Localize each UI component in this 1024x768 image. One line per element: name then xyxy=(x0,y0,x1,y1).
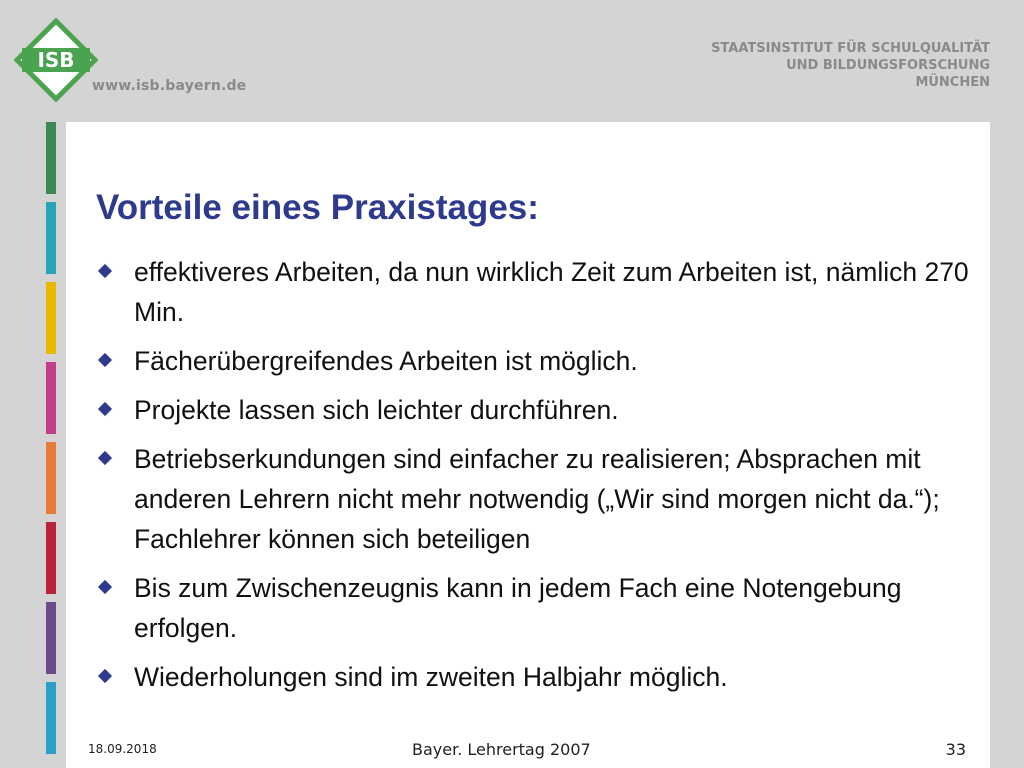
color-stripe xyxy=(46,442,56,514)
bullet-text: Wiederholungen sind im zweiten Halbjahr möglich. xyxy=(134,662,728,692)
color-stripe xyxy=(46,122,56,194)
institute-line-1: STAATSINSTITUT FÜR SCHULQUALITÄT xyxy=(711,41,990,56)
color-stripe xyxy=(46,282,56,354)
color-stripe xyxy=(46,362,56,434)
bullet-item xyxy=(98,252,978,332)
bullet-diamond-icon xyxy=(98,264,112,278)
bullet-list xyxy=(98,252,978,706)
website-url: www.isb.bayern.de xyxy=(92,78,247,94)
bullet-text: Betriebserkundungen sind einfacher zu realisieren; Absprachen mit anderen Lehrern nicht mehr notwendig („Wir sind morgen nicht da.“); Fachlehrer können sich beteiligen xyxy=(134,444,940,554)
color-stripe xyxy=(46,602,56,674)
logo-text: ISB xyxy=(37,48,75,72)
institute-name xyxy=(711,40,990,91)
slide-title: Vorteile eines Praxistages: xyxy=(96,188,539,227)
bullet-text: Bis zum Zwischenzeugnis kann in jedem Fach eine Notengebung erfolgen. xyxy=(134,573,902,643)
institute-line-2: UND BILDUNGSFORSCHUNG xyxy=(786,58,990,73)
bullet-diamond-icon xyxy=(98,353,112,367)
color-stripe xyxy=(46,522,56,594)
bullet-diamond-icon xyxy=(98,451,112,465)
bullet-diamond-icon xyxy=(98,669,112,683)
color-stripes xyxy=(46,122,56,762)
footer-date: 18.09.2018 xyxy=(88,742,157,756)
bullet-text: Fächerübergreifendes Arbeiten ist möglich. xyxy=(134,346,638,376)
bullet-item xyxy=(98,568,978,648)
color-stripe xyxy=(46,682,56,754)
color-stripe xyxy=(46,202,56,274)
bullet-item xyxy=(98,341,978,381)
institute-line-3: MÜNCHEN xyxy=(915,75,990,90)
bullet-text: effektiveres Arbeiten, da nun wirklich Zeit zum Arbeiten ist, nämlich 270 Min. xyxy=(134,257,969,327)
slide-number: 33 xyxy=(945,740,966,759)
bullet-item xyxy=(98,390,978,430)
footer-event: Bayer. Lehrertag 2007 xyxy=(412,740,591,759)
bullet-item xyxy=(98,439,978,559)
slide-content xyxy=(66,122,990,768)
bullet-diamond-icon xyxy=(98,580,112,594)
bullet-diamond-icon xyxy=(98,402,112,416)
bullet-text: Projekte lassen sich leichter durchführen. xyxy=(134,395,619,425)
bullet-item xyxy=(98,657,978,697)
isb-logo xyxy=(14,18,98,102)
